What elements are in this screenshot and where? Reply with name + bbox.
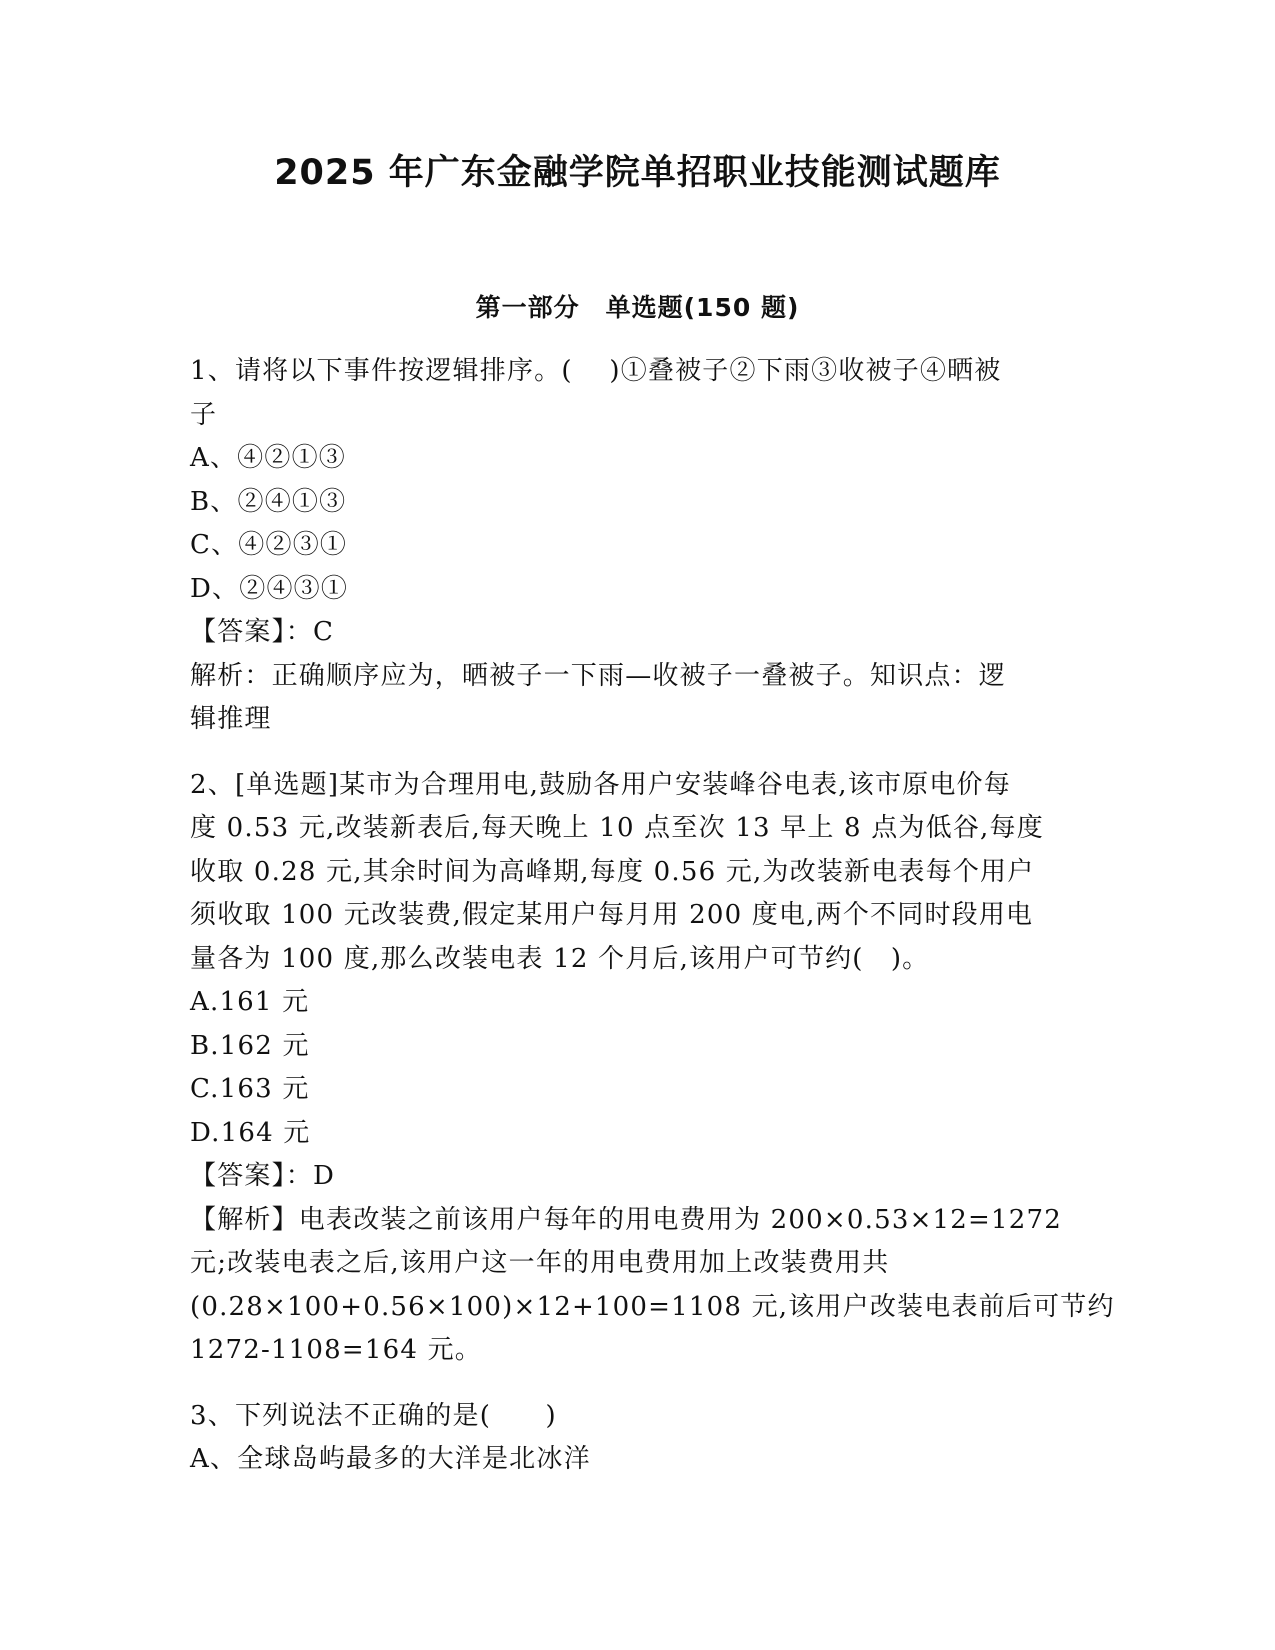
question-stem-line: 度 0.53 元,改装新表后,每天晚上 10 点至次 13 早上 8 点为低谷,每度 xyxy=(190,813,1044,843)
answer-line: 【答案】：C xyxy=(190,617,335,647)
option-a: A.161 元 xyxy=(190,987,310,1017)
answer-line: 【答案】：D xyxy=(190,1161,336,1191)
option-b: B.162 元 xyxy=(190,1030,310,1061)
question-stem-line: 收取 0.28 元,其余时间为高峰期,每度 0.56 元,为改装新电表每个用户 xyxy=(190,856,1035,887)
question-stem-line: 3、下列说法不正确的是( ) xyxy=(190,1400,557,1431)
section-heading: 第一部分 单选题(150 题) xyxy=(475,293,800,322)
option-a: A、全球岛屿最多的大洋是北冰洋 xyxy=(190,1444,591,1474)
option-b: B、②④①③ xyxy=(190,486,347,517)
option-d: D.164 元 xyxy=(190,1117,311,1148)
question-2 xyxy=(190,764,1115,1373)
analysis-line: 1272-1108=164 元。 xyxy=(190,1335,482,1365)
question-1 xyxy=(190,350,1095,742)
spacer xyxy=(190,1373,1095,1395)
document-body xyxy=(190,350,1115,1482)
question-stem-line: 2、[单选题]某市为合理用电,鼓励各用户安装峰谷电表,该市原电价每 xyxy=(190,769,1011,800)
document-title: 2025 年广东金融学院单招职业技能测试题库 xyxy=(274,153,1001,193)
question-stem-line: 须收取 100 元改装费,假定某用户每月用 200 度电,两个不同时段用电 xyxy=(190,900,1034,930)
question-stem-line: 子 xyxy=(190,399,218,430)
analysis-line: 【解析】电表改装之前该用户每年的用电费用为 200×0.53×12=1272 xyxy=(190,1204,1062,1235)
analysis-line: 元;改装电表之后,该用户这一年的用电费用加上改装费用共 xyxy=(190,1248,890,1278)
option-c: C、④②③① xyxy=(190,530,348,560)
option-d: D、②④③① xyxy=(190,573,349,604)
question-stem-line: 1、请将以下事件按逻辑排序。( )①叠被子②下雨③收被子④晒被 xyxy=(190,356,1002,386)
spacer xyxy=(190,742,1095,764)
analysis-line: 辑推理 xyxy=(190,704,272,734)
analysis-line: 解析：正确顺序应为，晒被子一下雨—收被子一叠被子。知识点：逻 xyxy=(190,660,1007,691)
option-c: C.163 元 xyxy=(190,1074,310,1104)
analysis-line: (0.28×100+0.56×100)×12+100=1108 元,该用户改装电表前后可节约 xyxy=(190,1291,1115,1322)
question-stem-line: 量各为 100 度,那么改装电表 12 个月后,该用户可节约( )。 xyxy=(190,943,930,974)
option-a: A、④②①③ xyxy=(190,443,346,473)
question-3 xyxy=(190,1395,1095,1482)
